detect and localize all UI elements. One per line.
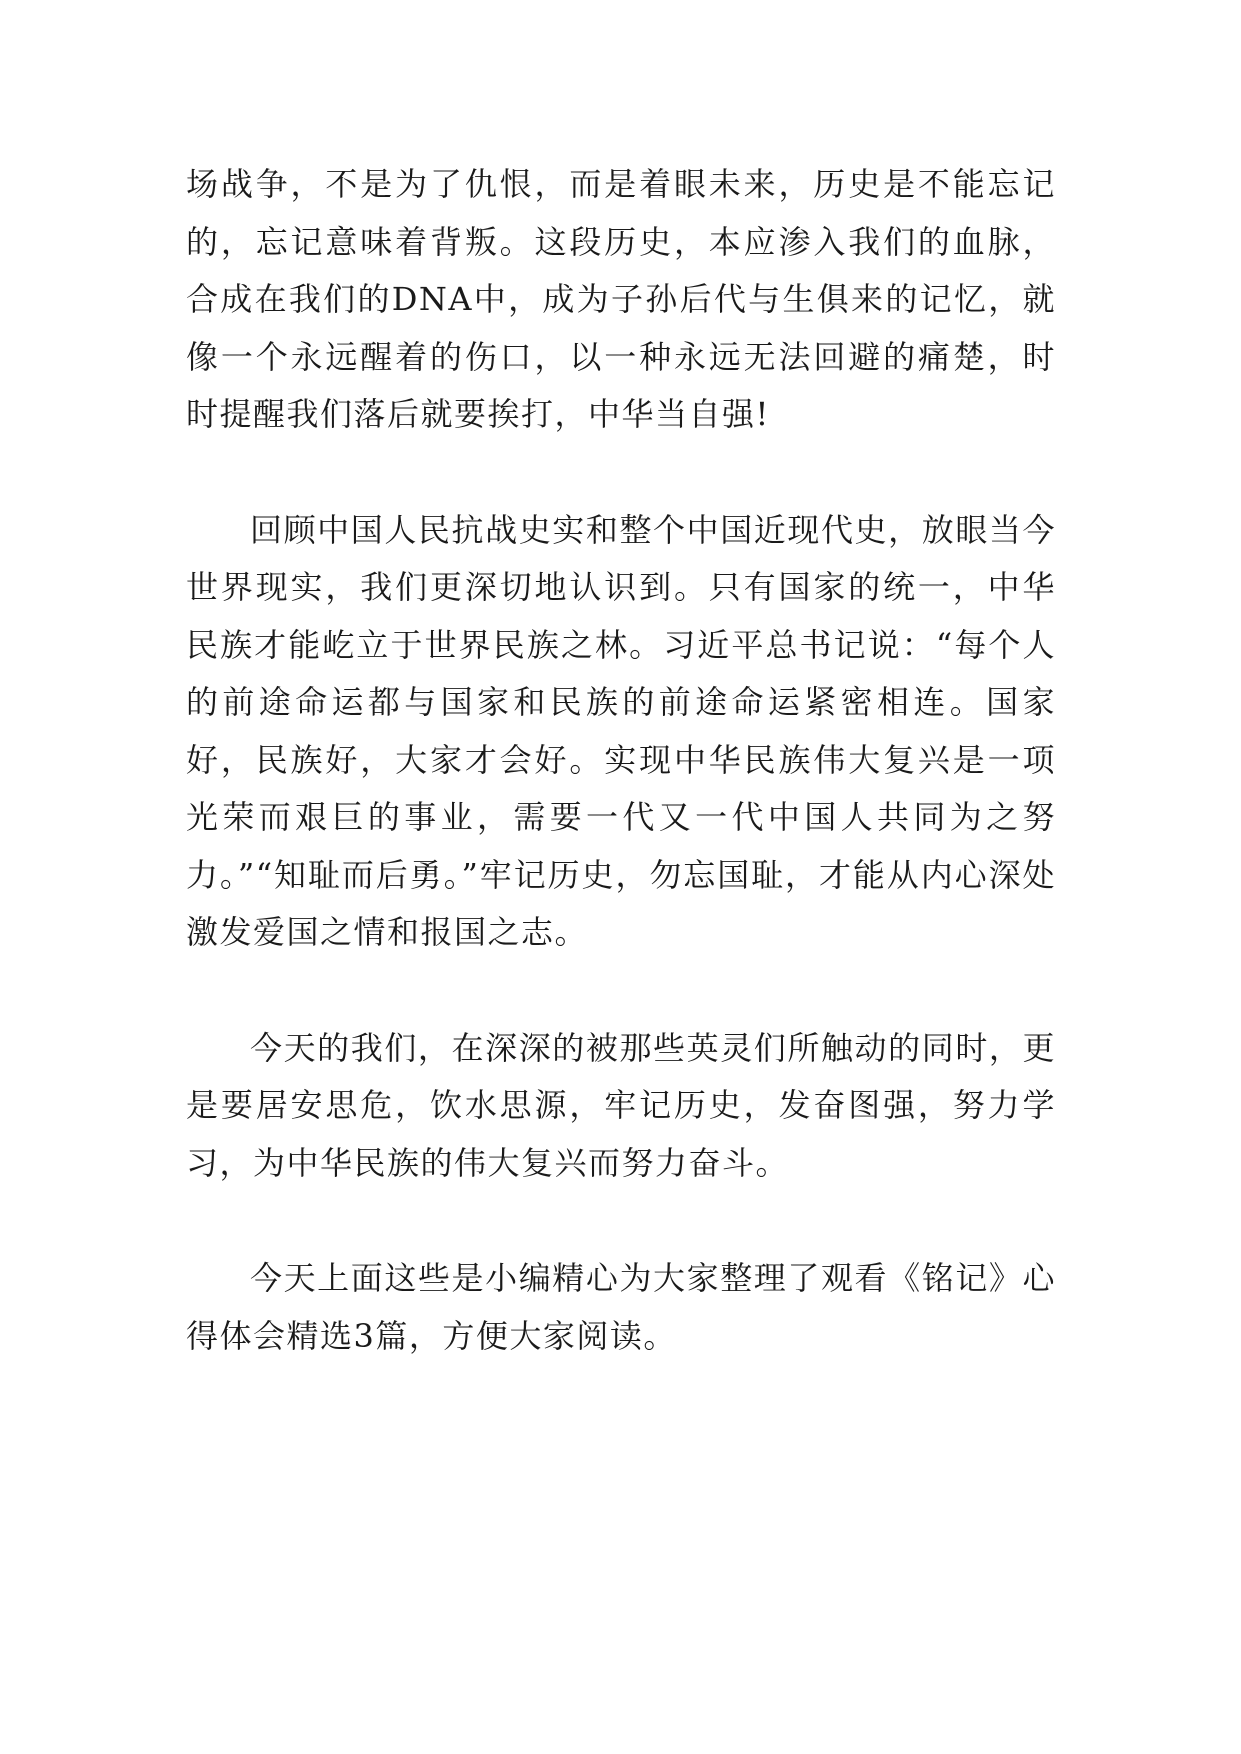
document-body — [186, 156, 1056, 1365]
paragraph-2: 回顾中国人民抗战史实和整个中国近现代史，放眼当今世界现实，我们更深切地认识到。只有国家的统一，中华民族才能屹立于世界民族之林。习近平总书记说：“每个人的前途命运都与国家和民族的前途命运紧密相连。国家好，民族好，大家才会好。实现中华民族伟大复兴是一项光荣而艰巨的事业，需要一代又一代中国人共同为之努力。”“知耻而后勇。”牢记历史，勿忘国耻，才能从内心深处激发爱国之情和报国之志。 — [186, 510, 1056, 951]
paragraph-spacer — [186, 444, 1056, 502]
paragraph-4: 今天上面这些是小编精心为大家整理了观看《铭记》心得体会精选3篇，方便大家阅读。 — [186, 1259, 1056, 1355]
paragraph-3: 今天的我们，在深深的被那些英灵们所触动的同时，更是要居安思危，饮水思源，牢记历史，发奋图强，努力学习，为中华民族的伟大复兴而努力奋斗。 — [186, 1028, 1056, 1182]
paragraph-1: 场战争，不是为了仇恨，而是着眼未来，历史是不能忘记的，忘记意味着背叛。这段历史，本应渗入我们的血脉，合成在我们的DNA中，成为子孙后代与生俱来的记忆，就像一个永远醒着的伤口，以一种永远无法回避的痛楚，时时提醒我们落后就要挨打，中华当自强! — [186, 165, 1056, 433]
paragraph-spacer — [186, 962, 1056, 1020]
paragraph-spacer — [186, 1192, 1056, 1250]
